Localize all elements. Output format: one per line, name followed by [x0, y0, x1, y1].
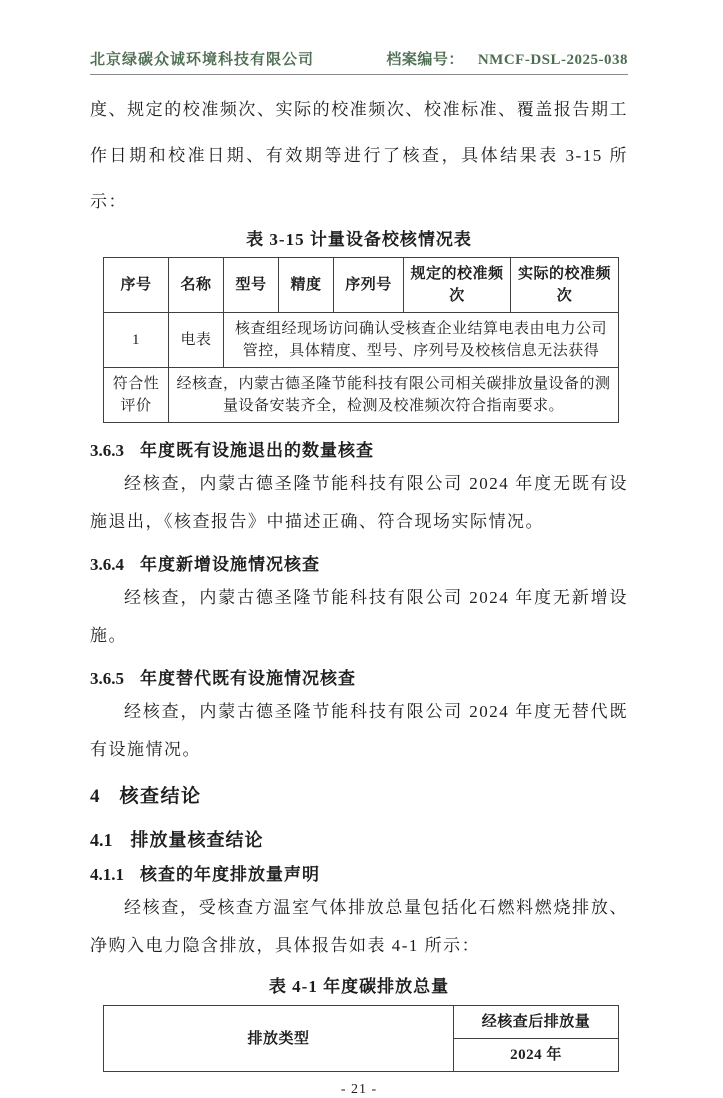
- section-number: 3.6.5: [90, 669, 124, 688]
- section-heading-4-1-1: [90, 863, 628, 887]
- emission-type-header-cell: 排放类型: [104, 1006, 454, 1072]
- section-number: 4.1: [90, 830, 113, 850]
- col-header-name: 名称: [169, 258, 224, 313]
- table-3-15-caption: 表 3-15 计量设备校核情况表: [246, 230, 472, 249]
- section-title: 年度替代既有设施情况核查: [140, 669, 356, 688]
- section-title: 年度既有设施退出的数量核查: [140, 441, 374, 460]
- section-heading-3-6-5: [90, 667, 628, 691]
- header-company-name: 北京绿碳众诚环境科技有限公司: [90, 52, 315, 68]
- table-3-15-header-row: [104, 258, 619, 313]
- section-title: 核查的年度排放量声明: [140, 865, 320, 884]
- paragraph-4-1-1: 经核查，受核查方温室气体排放总量包括化石燃料燃烧排放、净购入电力隐含排放，具体报告如表 4-1 所示：: [90, 898, 628, 955]
- device-name-cell: 电表: [169, 313, 224, 368]
- col-header-actual-freq: 实际的校准频次: [511, 258, 619, 313]
- paragraph-3-6-5: 经核查，内蒙古德圣隆节能科技有限公司 2024 年度无替代既有设施情况。: [90, 702, 628, 759]
- table-3-15-device-row: [104, 313, 619, 368]
- paragraph-3-6-4: 经核查，内蒙古德圣隆节能科技有限公司 2024 年度无新增设施。: [90, 588, 628, 645]
- section-title: 年度新增设施情况核查: [140, 555, 320, 574]
- col-header-required-freq: 规定的校准频次: [404, 258, 511, 313]
- section-title: 排放量核查结论: [130, 830, 264, 850]
- table-4-1-caption: 表 4-1 年度碳排放总量: [268, 977, 450, 996]
- section-number: 3.6.3: [90, 441, 124, 460]
- page-number: - 21 -: [340, 1082, 378, 1097]
- year-header-cell: 2024 年: [454, 1039, 619, 1072]
- chapter-title: 核查结论: [119, 786, 202, 807]
- table-4-1-row-top: [104, 1006, 619, 1039]
- chapter-number: 4: [90, 786, 100, 807]
- section-heading-3-6-4: [90, 553, 628, 577]
- verified-emission-header-cell: 经核查后排放量: [454, 1006, 619, 1039]
- conformity-label-cell: 符合性评价: [104, 368, 169, 423]
- header-archive-number: [386, 48, 628, 69]
- page-header: [90, 0, 628, 75]
- section-number: 4.1.1: [90, 865, 124, 884]
- conformity-note-cell: 经核查，内蒙古德圣隆节能科技有限公司相关碳排放量设备的测量设备安装齐全，检测及校准频次符合指南要求。: [169, 368, 619, 423]
- table-3-15: [103, 257, 619, 423]
- chapter-heading-4: [90, 783, 628, 811]
- table-3-15-conformity-row: [104, 368, 619, 423]
- section-heading-4-1: [90, 827, 628, 853]
- device-seq-cell: 1: [104, 313, 169, 368]
- paragraph-3-6-3: 经核查，内蒙古德圣隆节能科技有限公司 2024 年度无既有设施退出，《核查报告》中描述正确、符合现场实际情况。: [90, 474, 628, 531]
- section-heading-3-6-3: [90, 439, 628, 463]
- col-header-model: 型号: [224, 258, 279, 313]
- col-header-precision: 精度: [279, 258, 334, 313]
- col-header-serial: 序列号: [334, 258, 404, 313]
- table-4-1: [103, 1005, 619, 1072]
- archive-label: 档案编号：: [386, 52, 464, 68]
- col-header-seq: 序号: [104, 258, 169, 313]
- paragraph-calibration-continued: 度、规定的校准频次、实际的校准频次、校准标准、覆盖报告期工作日期和校准日期、有效期等进行了核查，具体结果表 3-15 所示：: [90, 100, 628, 211]
- device-note-cell: 核查组经现场访问确认受核查企业结算电表由电力公司管控，具体精度、型号、序列号及校核信息无法获得: [224, 313, 619, 368]
- archive-value: NMCF-DSL-2025-038: [477, 52, 628, 68]
- section-number: 3.6.4: [90, 555, 124, 574]
